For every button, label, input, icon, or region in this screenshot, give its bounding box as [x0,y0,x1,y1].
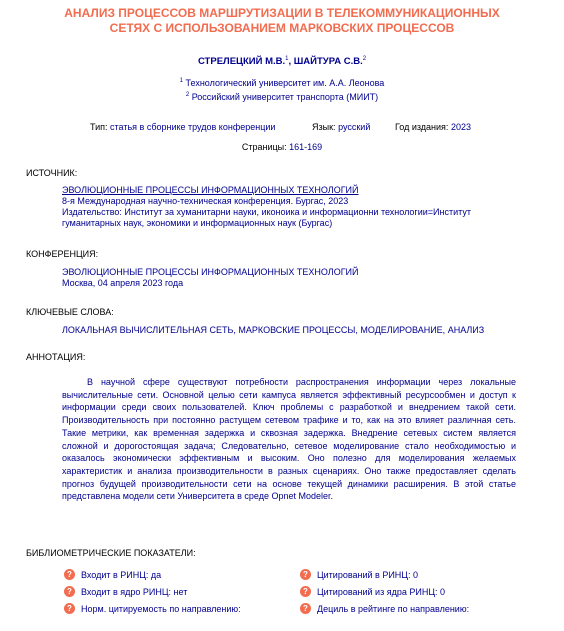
biblio-metric-text: Входит в ядро РИНЦ: нет [81,586,188,597]
question-icon[interactable]: ? [300,586,311,597]
biblio-metric [300,569,418,580]
biblio-metric-text: Цитирований из ядра РИНЦ: 0 [317,586,445,597]
affiliation [0,92,564,102]
meta-year [395,122,471,132]
biblio-metric-text: Дециль в рейтинге по направлению: [317,603,470,614]
conference-place-date: Москва, 04 апреля 2023 года [62,278,184,288]
meta-language-value: русский [338,122,371,132]
biblio-metric [64,603,241,614]
meta-type-value: статья в сборнике трудов конференции [110,122,276,132]
question-icon[interactable]: ? [300,569,311,580]
keyword-link[interactable]: ЛОКАЛЬНАЯ ВЫЧИСЛИТЕЛЬНАЯ СЕТЬ [62,325,234,335]
conference-title[interactable]: ЭВОЛЮЦИОННЫЕ ПРОЦЕССЫ ИНФОРМАЦИОННЫХ ТЕХНОЛОГИЙ [62,267,359,277]
biblio-label: БИБЛИОМЕТРИЧЕСКИЕ ПОКАЗАТЕЛИ: [26,548,196,558]
source-publisher: Издательство: Институт за хуманитарни науки, иконоика и информационни технологии=Институт [62,207,471,217]
source-label: ИСТОЧНИК: [26,168,78,178]
affiliation-link[interactable]: Технологический университет им. А.А. Леонова [185,78,385,88]
biblio-metric [300,603,469,614]
meta-language-label: Язык: [312,122,336,132]
meta-type [90,122,275,132]
affiliation-link[interactable]: Российский университет транспорта (МИИТ) [191,92,379,102]
biblio-metric-text: Норм. цитируемость по направлению: [81,603,241,614]
question-icon[interactable]: ? [64,569,75,580]
meta-year-value: 2023 [450,122,471,132]
author-link[interactable]: ШАЙТУРА С.В. [293,56,363,68]
conference-label: КОНФЕРЕНЦИЯ: [26,249,99,259]
biblio-metric [64,569,161,580]
biblio-metric [300,586,445,597]
affiliation-sup: 1 [179,78,183,84]
title-line-2: СЕТЯХ С ИСПОЛЬЗОВАНИЕМ МАРКОВСКИХ ПРОЦЕССОВ [109,21,455,35]
keyword-link[interactable]: МАРКОВСКИЕ ПРОЦЕССЫ [238,325,356,335]
question-icon[interactable]: ? [64,586,75,597]
biblio-metric [64,586,187,597]
keyword-link[interactable]: АНАЛИЗ [447,325,485,335]
biblio-metric-text: Входит в РИНЦ: да [81,569,162,580]
authors: СТРЕЛЕЦКИЙ М.В.$^1$, ШАЙТУРА С.В.$^2$ [197,56,367,68]
abstract-text: В научной сфере существуют потребности распространения информации через локальные вычислительные сети. Основной целью сети кампуса является эффективный ресурсообмен и доступ к информации среди своих пользователей. Ключ проблемы с разработкой и внедрением такой сети. Производительность при постоянно растущем сетевом трафике и то, как на это влияет различная сеть. Такие метрики, как временная задержка и сквозная задержка. Внедрение сетевых систем является сложной и дорогостоящая задача; Следовательно, сетевое моделирование стало необходимостью и оказалось экономически эффективным и высоким. Оно полезно для моделирования желаемых характеристик и анализа производительности в разных сценариях. Оно также предоставляет сделать прогноз будущей производительности сети на основе текущей динамики расширения. В этой статье представлена модели сети Университета в среде Opnet Modeler. [62,377,516,502]
keyword-link[interactable]: МОДЕЛИРОВАНИЕ [360,325,443,335]
title-line-1: АНАЛИЗ ПРОЦЕССОВ МАРШРУТИЗАЦИИ В ТЕЛЕКОММУНИКАЦИОННЫХ [64,6,500,20]
author-link[interactable]: СТРЕЛЕЦКИЙ М.В. [197,56,286,68]
article-title [0,6,564,36]
author-sup: 2 [362,56,367,62]
meta-type-label: Тип: [90,122,108,132]
affiliation-sup: 2 [185,92,190,98]
meta-language [312,122,370,132]
question-icon[interactable]: ? [300,603,311,614]
question-icon[interactable]: ? [64,603,75,614]
meta-pages-label: Страницы: [241,142,287,152]
source-title-link[interactable]: ЭВОЛЮЦИОННЫЕ ПРОЦЕССЫ ИНФОРМАЦИОННЫХ ТЕХНОЛОГИЙ [62,185,359,195]
conference-block [62,267,502,289]
meta-year-label: Год издания: [395,122,449,132]
meta-pages [0,142,564,152]
author-sup: 1 [285,56,289,62]
abstract-label: АННОТАЦИЯ: [26,352,86,362]
keywords-list: ЛОКАЛЬНАЯ ВЫЧИСЛИТЕЛЬНАЯ СЕТЬ, МАРКОВСКИЕ ПРОЦЕССЫ, МОДЕЛИРОВАНИЕ, АНАЛИЗ [62,325,485,335]
meta-pages-value: 161-169 [289,142,323,152]
source-block [62,185,522,229]
affiliation [0,78,564,88]
source-publisher-cont: гуманитарных наук, экономики и информационных наук (Бургас) [62,218,333,228]
biblio-metric-text: Цитирований в РИНЦ: 0 [317,569,418,580]
source-conference: 8-я Международная научно-техническая конференция. Бургас, 2023 [62,196,349,206]
keywords-label: КЛЮЧЕВЫЕ СЛОВА: [26,307,114,317]
